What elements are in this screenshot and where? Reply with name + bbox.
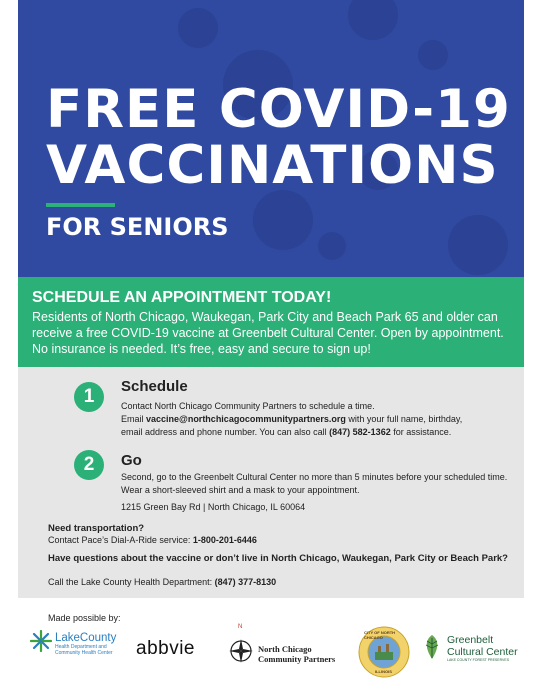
seal-top-text: CITY OF NORTH CHICAGO — [364, 630, 396, 640]
greenbelt-sub: LAKE COUNTY FOREST PRESERVES — [447, 658, 510, 662]
step-1-email-suffix: with your full name, birthday, — [345, 414, 463, 424]
flyer — [18, 0, 524, 699]
lake-county-sub-1: Health Department and — [55, 644, 107, 650]
lake-county-icon — [30, 630, 52, 652]
transportation-text — [48, 535, 257, 545]
virus-decoration — [178, 8, 218, 48]
banner-body: Residents of North Chicago, Waukegan, Park City and Beach Park 65 and older can receive a free COVID-19 vaccine at Greenbelt Cultural Center. Open by appointment. No insurance is needed. It’s free, easy and secure to sign up! — [32, 310, 504, 356]
ncp-n-letter: N — [238, 624, 243, 630]
step-1-line-3: email address and phone number. You can also call — [121, 427, 330, 437]
compass-icon — [228, 630, 254, 664]
virus-decoration — [318, 232, 346, 260]
step-1-text — [121, 400, 521, 439]
lake-county-name: LakeCounty — [55, 632, 117, 644]
accent-rule — [46, 203, 115, 207]
hero-section — [18, 0, 524, 277]
seal-bottom-text: ILLINOIS — [375, 669, 392, 674]
greenbelt-line-2: Cultural Center — [447, 646, 518, 658]
step-1-line-1: Contact North Chicago Community Partners to schedule a time. — [121, 401, 375, 411]
virus-decoration — [448, 215, 508, 275]
step-1-phone[interactable]: (847) 582-1362 — [329, 427, 391, 437]
questions-prefix: Call the Lake County Health Department: — [48, 577, 215, 587]
transportation-phone[interactable]: 1-800-201-6446 — [192, 535, 257, 545]
virus-decoration — [253, 190, 313, 250]
title-line-2: VACCINATIONS — [46, 135, 499, 196]
step-2-badge: 2 — [74, 450, 104, 480]
step-1-badge: 1 — [74, 382, 104, 412]
title-line-1: FREE COVID-19 — [46, 79, 511, 140]
ncp-line-2: Community Partners — [258, 654, 336, 664]
step-1-line-3-suffix: for assistance. — [390, 427, 452, 437]
sponsors-label: Made possible by: — [48, 613, 121, 623]
leaf-icon — [421, 634, 443, 660]
steps-panel — [18, 367, 524, 598]
step-1-title: Schedule — [121, 378, 188, 395]
greenbelt-line-1: Greenbelt — [447, 634, 494, 646]
transportation-heading: Need transportation? — [48, 523, 145, 534]
abbvie-logo: abbvie — [136, 638, 195, 659]
step-2-text: Second, go to the Greenbelt Cultural Center no more than 5 minutes before your scheduled time. Wear a short-sleeved shirt and a mask to your appointment. — [121, 472, 508, 495]
schedule-banner — [18, 277, 524, 367]
ncp-line-1: North Chicago — [258, 644, 312, 654]
questions-phone[interactable]: (847) 377-8130 — [214, 577, 277, 587]
step-1-email-prefix: Email — [121, 414, 147, 424]
banner-heading: SCHEDULE AN APPOINTMENT TODAY! — [32, 289, 332, 306]
questions-heading: Have questions about the vaccine or don’t live in North Chicago, Waukegan, Park City or Beach Park? — [48, 553, 508, 564]
transportation-prefix: Contact Pace’s Dial-A-Ride service: — [48, 535, 193, 545]
step-1-email[interactable]: vaccine@northchicagocommunitypartners.org — [146, 414, 346, 424]
step-2-title: Go — [121, 452, 142, 469]
city-seal-logo — [358, 626, 410, 683]
virus-decoration — [348, 0, 398, 40]
page-title — [46, 79, 511, 196]
step-2-address: 1215 Green Bay Rd | North Chicago, IL 60064 — [121, 502, 306, 512]
lake-county-sub-2: Community Health Center — [55, 650, 113, 656]
page-subtitle: FOR SENIORS — [46, 213, 229, 241]
questions-text — [48, 577, 276, 587]
virus-decoration — [418, 40, 448, 70]
